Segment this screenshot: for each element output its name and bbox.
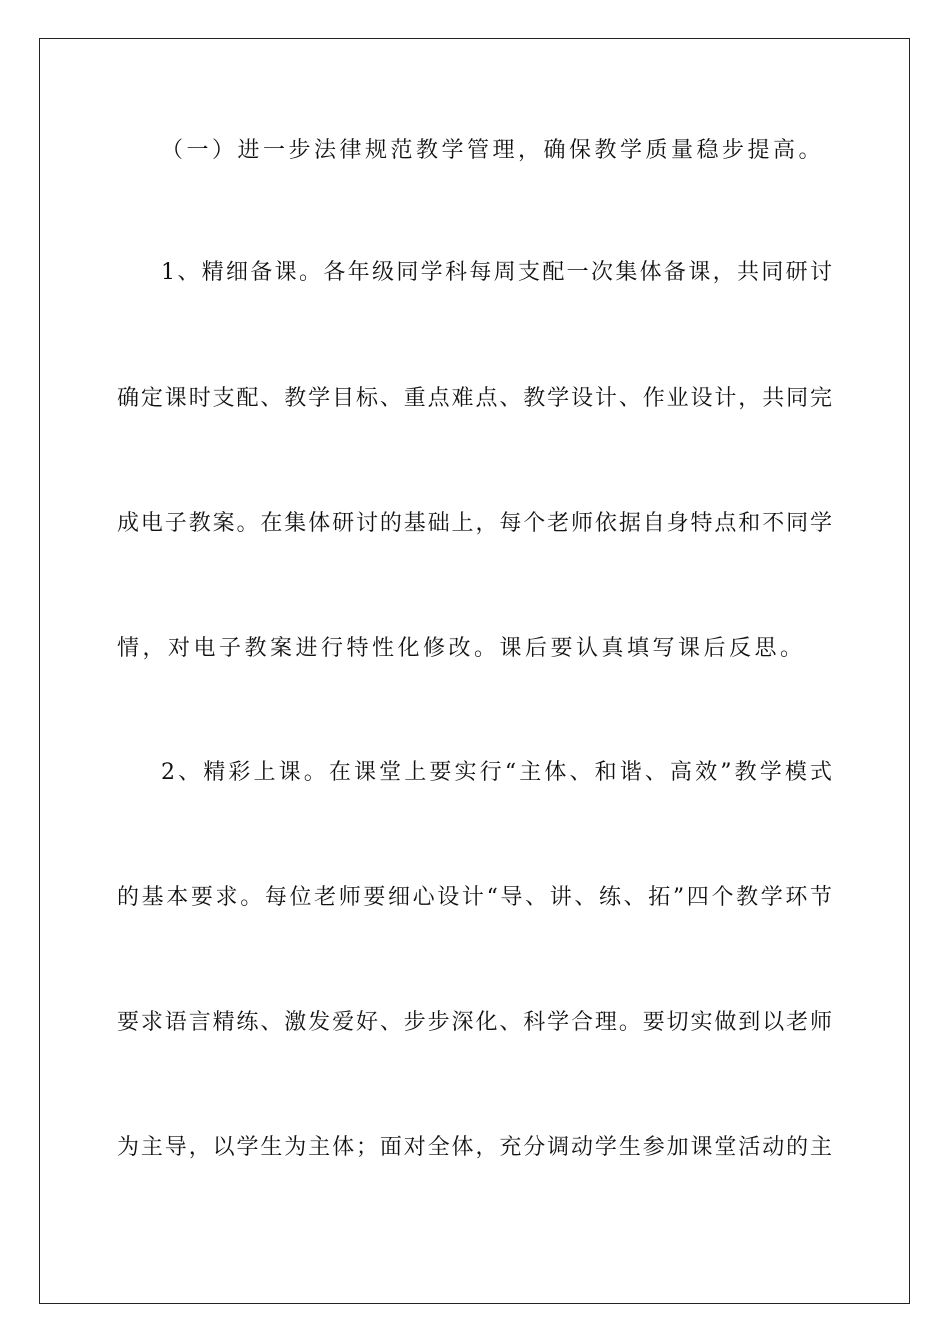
paragraph-line: 情，对电子教案进行特性化修改。课后要认真填写课后反思。: [117, 636, 806, 661]
paragraph-line: 要求语言精练、激发爱好、步步深化、科学合理。要切实做到以老师: [117, 1010, 832, 1035]
paragraph-line: 2、精彩上课。在课堂上要实行“主体、和谐、高效”教学模式: [161, 760, 832, 785]
paragraph-line: 确定课时支配、教学目标、重点难点、教学设计、作业设计，共同完: [117, 386, 832, 411]
paragraph-line: 的基本要求。每位老师要细心设计“导、讲、练、拓”四个教学环节: [117, 885, 832, 910]
section-heading: （一）进一步法律规范教学管理，确保教学质量稳步提高。: [161, 138, 825, 163]
paragraph-line: 1、精细备课。各年级同学科每周支配一次集体备课，共同研讨: [161, 260, 832, 285]
paragraph-line: 成电子教案。在集体研讨的基础上，每个老师依据自身特点和不同学: [117, 511, 832, 536]
page-border: [39, 38, 910, 1304]
paragraph-line: 为主导，以学生为主体；面对全体，充分调动学生参加课堂活动的主: [117, 1135, 832, 1160]
